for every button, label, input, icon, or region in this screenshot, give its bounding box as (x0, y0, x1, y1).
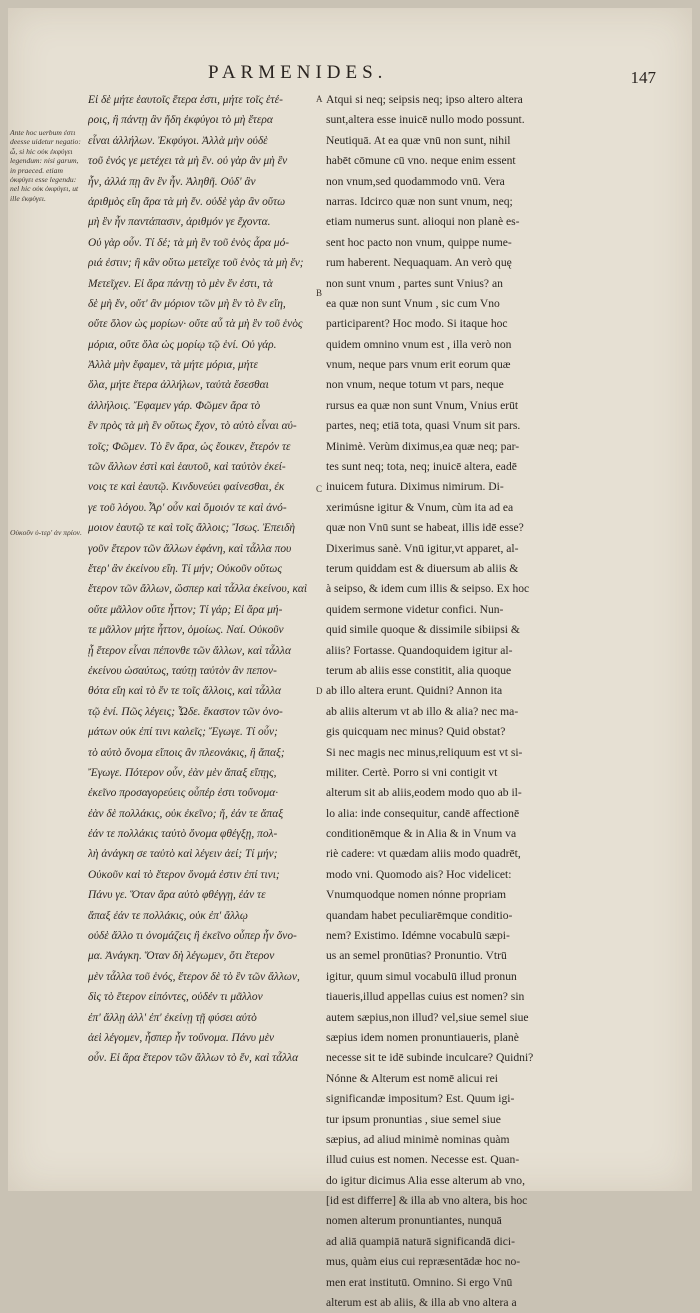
greek-text-line: γοῦν ἕτερον τῶν ἄλλων ἐφάνη, καὶ τἆλλα που (88, 542, 292, 555)
section-marker: D (316, 686, 323, 696)
greek-text-line: γε τοῦ λόγου. Ἆρ' οὖν καὶ ὅμοιόν τε καὶ ἀνό- (88, 501, 287, 514)
greek-text-line: νοις τε καὶ ἑαυτῷ. Κινδυνεύει φαίνεσθαι, ἐκ (88, 481, 285, 494)
greek-text-line: τε μᾶλλον μήτε ἧττον, ὁμοίως. Ναί. Οὐκοῦν (88, 624, 284, 637)
greek-text-line: εἶναι ἀλλήλων. Ἐκφύγοι. Ἀλλὰ μὴν οὐδὲ (88, 134, 268, 147)
latin-text-line: nem? Existimo. Idémne vocabulū sæpi- (326, 929, 510, 943)
greek-text-line: δὲ μὴ ἕν, οὔτ' ἂν μόριον τῶν μὴ ἓν τὸ ἓν εἴη, (88, 297, 286, 310)
greek-text-line: Ἔγωγε. Πότερον οὖν, ἐὰν μὲν ἅπαξ εἴπῃς, (88, 766, 277, 779)
latin-text-line: tur ipsum pronuntias , siue semel siue (326, 1112, 501, 1126)
latin-text-line: Si nec magis nec minus,reliquum est vt si- (326, 745, 523, 759)
latin-text-line: us an semel pronūtias? Pronuntio. Vtrū (326, 949, 507, 963)
greek-text-line: Οὐ γὰρ οὖν. Τί δέ; τὰ μὴ ἓν τοῦ ἑνὸς ἆρα μό- (88, 236, 290, 249)
latin-text-line: Vnumquodque nomen nónne propriam (326, 888, 506, 902)
greek-text-line: ἀεὶ λέγομεν, ἧσπερ ἦν τοὔνομα. Πάνυ μὲν (88, 1031, 275, 1044)
latin-text-line: illud cuius est nomen. Necesse est. Quan- (326, 1153, 520, 1167)
margin-note: Οὐκοῦν ὑ-τερ' ἀν πρίον. (10, 528, 82, 537)
latin-text-line: sæpius, ad aliud minimè nominas quàm (326, 1132, 510, 1146)
latin-text-line: alterum sit ab aliis,eodem modo quo ab il- (326, 786, 522, 800)
greek-text-line: μὴ ἓν ἦν παντάπασιν, ἀριθμόν γε ἔχοντα. (88, 216, 271, 229)
latin-text-line: aliis? Fortasse. Quandoquidem igitur al- (326, 643, 513, 657)
latin-text-line: sæpius idem nomen pronuntiaueris, planè (326, 1030, 519, 1044)
latin-text-line: etiam numerus sunt. alioqui non planè es- (326, 215, 520, 229)
greek-text-line: ἓν πρὸς τὰ μὴ ἓν οὕτως ἔχον, τὸ αὐτὸ εἶναι αὐ- (88, 420, 297, 433)
latin-text-line: habēt cōmune cū vno. neque enim essent (326, 154, 516, 168)
latin-text-line: nomen alterum pronuntiantes, nunquā (326, 1214, 502, 1228)
latin-text-line: terum quiddam est & diuersum ab aliis & (326, 561, 519, 575)
greek-text-line: τὸ αὐτὸ ὄνομα εἴποις ἂν πλεονάκις, ἢ ἅπαξ; (88, 746, 285, 759)
greek-text-line: μάτων οὐκ ἐπί τινι καλεῖς; Ἔγωγε. Τί οὖν; (88, 726, 278, 739)
latin-text-line: modo vni. Quomodo ais? Hoc videlicet: (326, 867, 512, 881)
section-marker: B (316, 288, 323, 298)
greek-text-line: ἦν, ἀλλά πῃ ἂν ἓν ἦν. Ἀληθῆ. Οὐδ' ἂν (88, 175, 256, 188)
latin-text-line: men erat institutū. Omnino. Si ergo Vnū (326, 1275, 513, 1289)
greek-text-line: λὴ ἀνάγκη σε ταὐτὸ καὶ λέγειν ἀεί; Τί μήν; (88, 848, 278, 861)
latin-text-line: rursus ea quæ non sunt Vnum, Vnius erūt (326, 398, 519, 412)
latin-text-line: rum haberent. Nequaquam. An verò quę (326, 256, 512, 270)
latin-text-line: riè cadere: vt quædam aliis modo quadrēt, (326, 847, 521, 861)
latin-text-line: terum ab aliis esse constitit, alia quoque (326, 663, 512, 677)
latin-text-line: ea quæ non sunt Vnum , sic cum Vno (326, 296, 500, 310)
section-marker: A (316, 94, 323, 104)
latin-text-line: do igitur dicimus Alia esse alterum ab vno, (326, 1173, 525, 1187)
greek-text-line: οὖν. Εἰ ἄρα ἕτερον τῶν ἄλλων τὸ ἕν, καὶ τἆλλα (88, 1052, 299, 1065)
page-number: 147 (630, 68, 656, 87)
greek-text-line: Πάνυ γε. Ὅταν ἄρα αὐτὸ φθέγγῃ, ἐάν τε (88, 889, 266, 902)
latin-text-line: Atqui si neq; seipsis neq; ipso altero altera (326, 93, 523, 106)
latin-text-line: militer. Certè. Porro si vni contigit vt (326, 765, 498, 779)
greek-text-line: τῶν ἄλλων ἐστὶ καὶ ἑαυτοῦ, καὶ ταὐτὸν ἐκεί- (88, 461, 286, 474)
greek-text-line: μοιον ἑαυτῷ τε καὶ τοῖς ἄλλοις; Ἴσως. Ἐπειδὴ (88, 522, 296, 535)
latin-text-line: sent hoc pacto non vnum, quippe nume- (326, 235, 512, 249)
latin-text-line: non vnum,sed quodammodo vnū. Vera (326, 174, 505, 188)
section-marker: C (316, 484, 323, 494)
latin-text-line: partes, neq; etiā tota, quasi Vnum sit pars. (326, 419, 521, 433)
greek-text-line: Ἀλλὰ μὴν ἔφαμεν, τὰ μήτε μόρια, μήτε (88, 359, 258, 372)
greek-text-line: δὶς τὸ ἕτερον εἰπόντες, οὐδέν τι μᾶλλον (88, 991, 263, 1004)
running-title: PARMENIDES. (208, 62, 388, 83)
greek-text-line: μόρια, οὔτε ὅλα ὡς μορίῳ τῷ ἑνί. Οὐ γάρ. (88, 338, 277, 351)
book-page (8, 8, 692, 1310)
greek-text-line: θότα εἴη καὶ τὸ ἕν τε τοῖς ἄλλοις, καὶ τἆλλα (88, 685, 282, 698)
greek-text-line: ἕτερον τῶν ἄλλων, ὥσπερ καὶ τἆλλα ἐκείνου, καὶ (88, 583, 308, 596)
greek-text-line: οὔτε ὅλον ὡς μορίων· οὔτε αὖ τὰ μὴ ἓν τοῦ ἑνὸς (88, 318, 303, 331)
latin-text-line: quid simile quoque & dissimile sibiipsi & (326, 623, 520, 637)
latin-text-line: sunt,altera esse inuicē nullo modo possunt. (326, 113, 525, 127)
margin-note: Ante hoc uerbum ἐστι deesse uidetur negatio: ὦ, si hic οὐκ ἐκφύγει legendum: nisi garum, in praeced. etiam ὀκφύγει esse legendu: nel hic οὐκ ὀκφύγει, ut ille ἐκφύγει. (10, 128, 81, 203)
greek-text-line: ἐάν τε πολλάκις ταὐτὸ ὄνομα φθέγξῃ, πολ- (88, 828, 278, 841)
greek-text-line: ἕτερ' ἂν ἐκείνου εἴη. Τί μήν; Οὐκοῦν οὕτως (88, 562, 282, 575)
latin-text-line: narras. Idcirco quæ non sunt vnum, neq; (326, 194, 513, 208)
latin-text-line: autem sæpius,non illud? vel,siue semel siue (326, 1010, 529, 1024)
greek-text-line: ἐκεῖνο προσαγορεύεις οὗπέρ ἐστι τοὔνομα· (88, 787, 279, 800)
latin-text-column (326, 90, 684, 1313)
greek-text-line: ἀλλήλοις. Ἔφαμεν γάρ. Φῶμεν ἄρα τὸ (88, 399, 261, 412)
latin-text-line: Minimè. Verùm diximus,ea quæ neq; par- (326, 439, 520, 453)
latin-text-line: quæ non Vnū sunt se habeat, illis idē esse? (326, 521, 524, 535)
greek-text-line: τῷ ἑνί. Πῶς λέγεις; Ὧδε. ἕκαστον τῶν ὀνο- (88, 705, 283, 718)
latin-text-line: [id est differre] & illa ab vno altera, bis hoc (326, 1194, 528, 1208)
latin-text-line: quidem sermone videtur confici. Nun- (326, 602, 504, 616)
greek-text-line: τοῦ ἑνός γε μετέχει τὰ μὴ ἓν. οὐ γὰρ ἂν μὴ ἓν (88, 155, 288, 168)
latin-text-line: significandæ impositum? Est. Quum igi- (326, 1092, 515, 1106)
greek-text-line: οὔτε μᾶλλον οὔτε ἧττον; Τί γάρ; Εἰ ἄρα μή- (88, 603, 283, 616)
greek-text-line: μὲν τἆλλα τοῦ ἑνός, ἕτερον δὲ τὸ ἓν τῶν ἄλλων, (88, 970, 300, 983)
greek-text-line: τοῖς; Φῶμεν. Τὸ ἓν ἄρα, ὡς ἔοικεν, ἕτερόν τε (88, 440, 291, 453)
greek-text-line: Μετεῖχεν. Εἰ ἄρα πάντῃ τὸ μὲν ἕν ἐστι, τὰ (88, 277, 273, 290)
latin-text-line: gis quicquam nec minus? Quid obstat? (326, 725, 506, 739)
latin-text-line: Neutiquā. At ea quæ vnū non sunt, nihil (326, 133, 511, 147)
greek-text-line: ριά ἐστιν; ἢ κἂν οὕτω μετεῖχε τοῦ ἑνὸς τὰ μὴ ἕν; (88, 257, 304, 270)
latin-text-line: igitur, quum simul vocabulū illud pronun (326, 969, 517, 983)
latin-text-line: tes sunt neq; tota, neq; inuicē altera, eadē (326, 460, 517, 474)
greek-text-line: ἐὰν δὲ πολλάκις, οὐκ ἐκεῖνο; ἤ, ἐάν τε ἅπαξ (88, 807, 284, 820)
latin-text-line: à seipso, & idem cum illis & seipso. Ex hoc (326, 582, 530, 596)
greek-text-line: ροις, ἢ πάντῃ ἂν ἤδη ἐκφύγοι τὸ μὴ ἕτερα (88, 114, 273, 127)
latin-text-line: ab aliis alterum vt ab illo & alia? nec ma- (326, 704, 519, 718)
greek-text-line: ἀριθμὸς εἴη ἄρα τὰ μὴ ἕν. οὐδὲ γὰρ ἂν οὕτω (88, 195, 286, 208)
latin-text-line: xerimúsne igitur & Vnum, cùm ita ad ea (326, 500, 514, 514)
latin-text-line: Nónne & Alterum est nomē alicui rei (326, 1071, 498, 1085)
latin-text-line: quidem omnino vnum est , illa verò non (326, 337, 512, 351)
latin-text-line: participarent? Hoc modo. Si itaque hoc (326, 317, 508, 331)
greek-text-line: ἐκείνου ὡσαύτως, ταύτῃ ταὐτὸν ἂν πεπον- (88, 664, 277, 677)
latin-text-line: ad aliā quampiā naturā significandā dici- (326, 1234, 515, 1248)
latin-text-line: necesse sit te idē subinde inculcare? Quidni? (326, 1051, 534, 1065)
latin-text-line: conditionēmque & in Alia & in Vnum va (326, 827, 517, 841)
greek-text-line: οὐδὲ ἄλλο τι ὀνομάζεις ἢ ἐκεῖνο οὗπερ ἦν ὄνο- (88, 930, 297, 943)
latin-text-line: lo alia: inde consequitur, candē affectionē (326, 806, 520, 820)
greek-text-line: ἅπαξ ἐάν τε πολλάκις, οὐκ ἐπ' ἄλλῳ (88, 909, 248, 922)
latin-text-line: Dixerimus sanè. Vnū igitur,vt apparet, al- (326, 541, 519, 555)
greek-text-line: ἐπ' ἄλλῃ ἀλλ' ἐπ' ἐκείνῃ τῇ φύσει αὐτὸ (88, 1011, 257, 1024)
greek-text-line: Οὐκοῦν καὶ τὸ ἕτερον ὄνομά ἐστιν ἐπί τινι; (88, 868, 280, 881)
latin-text-line: non sunt vnum , partes sunt Vnius? an (326, 276, 503, 290)
greek-text-line: ᾗ ἕτερον εἶναι πέπονθε τῶν ἄλλων, καὶ τἆλλα (88, 644, 291, 657)
latin-text-line: quandam habet peculiarēmque conditio- (326, 908, 513, 922)
greek-text-line: Εἰ δὲ μήτε ἑαυτοῖς ἕτερα ἐστι, μήτε τοῖς ἑτέ- (88, 94, 283, 106)
greek-text-line: ὅλα, μήτε ἕτερα ἀλλήλων, ταὐτὰ ἔσεσθαι (88, 379, 269, 392)
latin-text-line: ab illo altera erunt. Quidni? Annon ita (326, 684, 503, 698)
latin-text-line: tiaueris,illud appellas cuius est nomen? sin (326, 990, 525, 1004)
greek-text-line: μα. Ἀνάγκη. Ὅταν δὴ λέγωμεν, ὅτι ἕτερον (88, 950, 275, 963)
latin-text-line: mus, quàm eius cui repræsentādæ hoc no- (326, 1255, 521, 1269)
greek-text-column (88, 90, 316, 1069)
latin-text-line: non vnum, neque totum vt pars, neque (326, 378, 504, 392)
latin-text-line: vnum, neque pars vnum erit eorum quæ (326, 358, 511, 372)
latin-text-line: inuicem futura. Diximus nimirum. Di- (326, 480, 504, 494)
latin-text-line: alterum est ab aliis, & illa ab vno altera a (326, 1296, 517, 1310)
